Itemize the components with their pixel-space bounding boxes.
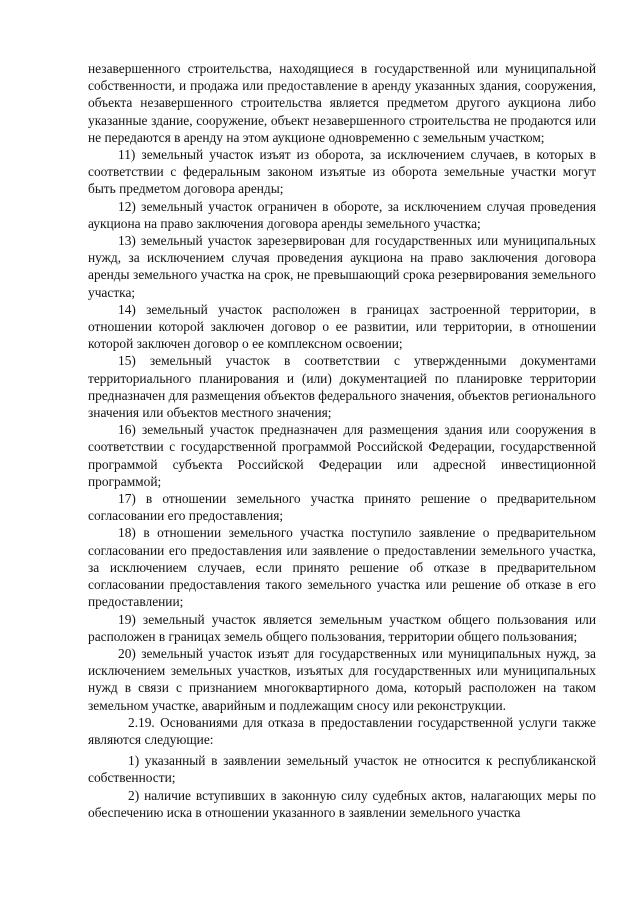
paragraph-item-19: 19) земельный участок является земельным участком общего пользования или расположен в границах земель общего пользования, территории общего пользования; [88, 611, 596, 644]
document-text [88, 60, 596, 821]
paragraph-section-2-19: 2.19. Основаниями для отказа в предоставлении государственной услуги также являются следующие: [88, 714, 596, 747]
paragraph-item-14: 14) земельный участок расположен в границах застроенной территории, в отношении которой заключен договор о ее развитии, или территории, в отношении которой заключен договор о ее комплексном освоении; [88, 301, 596, 352]
paragraph-continuation: незавершенного строительства, находящиеся в государственной или муниципальной собственности, и продажа или предоставление в аренду указанных здания, сооружения, объекта незавершенного строительства является предметом другого аукциона либо указанные здание, сооружение, объект незавершенного строительства не продаются или не передаются в аренду на этом аукционе одновременно с земельным участком; [88, 61, 596, 145]
paragraph-item-17: 17) в отношении земельного участка принято решение о предварительном согласовании его предоставления; [88, 491, 596, 524]
paragraph-refusal-item-1: 1) указанный в заявлении земельный участок не относится к республиканской собственности; [88, 753, 596, 786]
paragraph-item-20: 20) земельный участок изъят для государственных или муниципальных нужд, за исключением земельных участков, изъятых для государственных или муниципальных нужд в связи с признанием многоквартирного дома, который расположен на таком земельном участке, аварийным и подлежащим сносу или реконструкции. [88, 645, 596, 713]
paragraph-item-12: 12) земельный участок ограничен в обороте, за исключением случая проведения аукциона на право заключения договора аренды земельного участка; [88, 198, 596, 231]
paragraph-item-11: 11) земельный участок изъят из оборота, за исключением случаев, в которых в соответствии с федеральным законом изъятые из оборота земельные участки могут быть предметом договора аренды; [88, 147, 596, 197]
paragraph-item-16: 16) земельный участок предназначен для размещения здания или сооружения в соответствии с государственной программой Российской Федерации, государственной программой субъекта Российской Федерации или адресной инвестиционной программой; [88, 422, 596, 489]
paragraph-refusal-item-2: 2) наличие вступивших в законную силу судебных актов, налагающих меры по обеспечению иска в отношении указанного в заявлении земельного участка [88, 787, 596, 820]
paragraph-item-15: 15) земельный участок в соответствии с утвержденными документами территориального планирования и (или) документацией по планировке территории предназначен для размещения объектов федерального значения, объектов регионального значения или объектов местного значения; [88, 353, 596, 421]
paragraph-item-18: 18) в отношении земельного участка поступило заявление о предварительном согласовании его предоставления или заявление о предоставлении земельного участка, за исключением случаев, если принято решение об отказе в предварительном согласовании предоставления такого земельного участка или решение об отказе в его предоставлении; [88, 525, 596, 610]
paragraph-item-13: 13) земельный участок зарезервирован для государственных или муниципальных нужд, за исключением случая проведения аукциона на право заключения договора аренды земельного участка на срок, не превышающий срока резервирования земельного участка; [88, 233, 596, 300]
